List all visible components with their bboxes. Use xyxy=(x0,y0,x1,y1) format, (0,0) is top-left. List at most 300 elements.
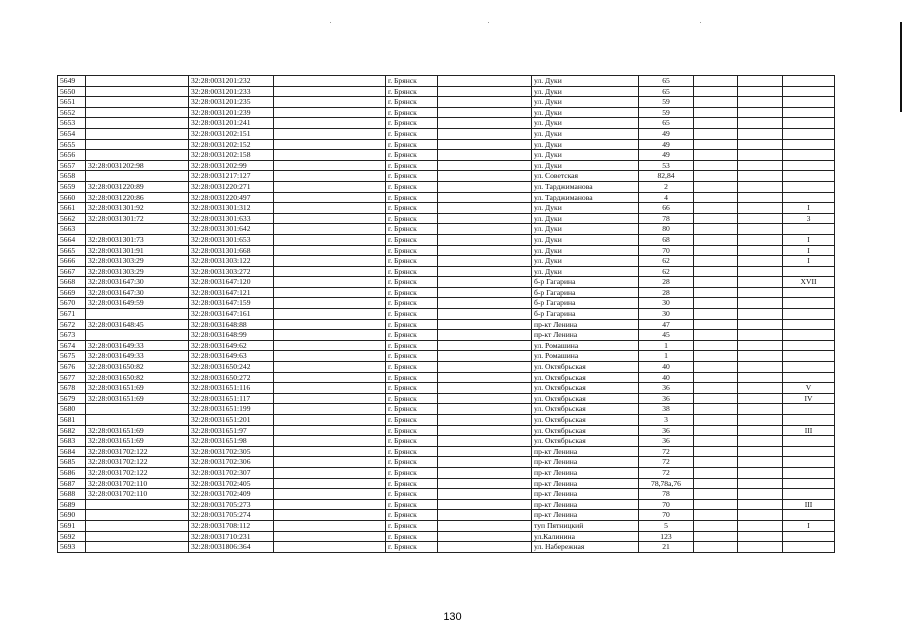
city-cell: г. Брянск xyxy=(386,234,438,245)
blank-column-cell xyxy=(694,499,738,510)
city-cell: г. Брянск xyxy=(386,118,438,129)
parcel-cadastral-number-cell: 32:28:0031702:122 xyxy=(86,457,189,468)
parcel-cadastral-number-cell: 32:28:0031650:82 xyxy=(86,362,189,373)
object-cadastral-number-cell: 32:28:0031301:653 xyxy=(189,234,274,245)
blank-column-cell xyxy=(274,457,386,468)
house-number-cell: 28 xyxy=(639,287,694,298)
blank-column-cell xyxy=(274,372,386,383)
object-cadastral-number-cell: 32:28:0031301:312 xyxy=(189,203,274,214)
blank-column-cell xyxy=(738,383,783,394)
parcel-cadastral-number-cell: 32:28:0031649:33 xyxy=(86,351,189,362)
blank-column-cell xyxy=(274,76,386,87)
table-row xyxy=(58,277,835,288)
blank-column-cell xyxy=(438,139,532,150)
object-cadastral-number-cell: 32:28:0031301:668 xyxy=(189,245,274,256)
house-number-cell: 70 xyxy=(639,510,694,521)
blank-column-cell xyxy=(274,86,386,97)
blank-column-cell xyxy=(694,362,738,373)
parcel-cadastral-number-cell: 32:28:0031301:91 xyxy=(86,245,189,256)
object-cadastral-number-cell: 32:28:0031705:274 xyxy=(189,510,274,521)
blank-column-cell xyxy=(274,309,386,320)
blank-column-cell xyxy=(274,415,386,426)
city-cell: г. Брянск xyxy=(386,489,438,500)
object-cadastral-number-cell: 32:28:0031651:116 xyxy=(189,383,274,394)
table-row xyxy=(58,319,835,330)
blank-column-cell xyxy=(694,309,738,320)
blank-column-cell xyxy=(694,107,738,118)
blank-column-cell xyxy=(694,266,738,277)
row-number-cell: 5661 xyxy=(58,203,86,214)
blank-column-cell xyxy=(694,478,738,489)
parcel-cadastral-number-cell: 32:28:0031648:45 xyxy=(86,319,189,330)
parcel-cadastral-number-cell xyxy=(86,542,189,553)
section-number-cell: I xyxy=(783,520,835,531)
blank-column-cell xyxy=(694,351,738,362)
section-number-cell: I xyxy=(783,234,835,245)
blank-column-cell xyxy=(694,277,738,288)
city-cell: г. Брянск xyxy=(386,277,438,288)
parcel-cadastral-number-cell: 32:28:0031651:69 xyxy=(86,383,189,394)
blank-column-cell xyxy=(738,128,783,139)
city-cell: г. Брянск xyxy=(386,520,438,531)
blank-column-cell xyxy=(694,404,738,415)
parcel-cadastral-number-cell xyxy=(86,139,189,150)
section-number-cell xyxy=(783,457,835,468)
section-number-cell xyxy=(783,192,835,203)
scan-edge-mark xyxy=(900,22,902,112)
section-number-cell xyxy=(783,139,835,150)
city-cell: г. Брянск xyxy=(386,309,438,320)
blank-column-cell xyxy=(438,436,532,447)
object-cadastral-number-cell: 32:28:0031202:99 xyxy=(189,160,274,171)
blank-column-cell xyxy=(738,86,783,97)
house-number-cell: 72 xyxy=(639,446,694,457)
house-number-cell: 36 xyxy=(639,425,694,436)
row-number-cell: 5688 xyxy=(58,489,86,500)
blank-column-cell xyxy=(738,192,783,203)
object-cadastral-number-cell: 32:28:0031651:201 xyxy=(189,415,274,426)
blank-column-cell xyxy=(694,436,738,447)
street-cell: ул. Октябрьская xyxy=(532,404,639,415)
parcel-cadastral-number-cell xyxy=(86,415,189,426)
object-cadastral-number-cell: 32:28:0031202:152 xyxy=(189,139,274,150)
table-row xyxy=(58,446,835,457)
street-cell: ул.Калинина xyxy=(532,531,639,542)
object-cadastral-number-cell: 32:28:0031650:272 xyxy=(189,372,274,383)
parcel-cadastral-number-cell xyxy=(86,404,189,415)
object-cadastral-number-cell: 32:28:0031651:199 xyxy=(189,404,274,415)
table-row xyxy=(58,128,835,139)
city-cell: г. Брянск xyxy=(386,362,438,373)
blank-column-cell xyxy=(438,76,532,87)
blank-column-cell xyxy=(738,245,783,256)
parcel-cadastral-number-cell: 32:28:0031702:122 xyxy=(86,467,189,478)
house-number-cell: 5 xyxy=(639,520,694,531)
house-number-cell: 30 xyxy=(639,298,694,309)
blank-column-cell xyxy=(438,542,532,553)
blank-column-cell xyxy=(694,171,738,182)
city-cell: г. Брянск xyxy=(386,266,438,277)
blank-column-cell xyxy=(438,97,532,108)
city-cell: г. Брянск xyxy=(386,425,438,436)
street-cell: ул. Дуки xyxy=(532,203,639,214)
row-number-cell: 5662 xyxy=(58,213,86,224)
house-number-cell: 30 xyxy=(639,309,694,320)
parcel-cadastral-number-cell: 32:28:0031220:89 xyxy=(86,181,189,192)
parcel-cadastral-number-cell xyxy=(86,128,189,139)
scan-speck xyxy=(700,22,701,23)
table-row xyxy=(58,510,835,521)
object-cadastral-number-cell: 32:28:0031303:122 xyxy=(189,256,274,267)
row-number-cell: 5682 xyxy=(58,425,86,436)
section-number-cell xyxy=(783,489,835,500)
blank-column-cell xyxy=(738,340,783,351)
parcel-cadastral-number-cell: 32:28:0031649:33 xyxy=(86,340,189,351)
section-number-cell: III xyxy=(783,425,835,436)
blank-column-cell xyxy=(274,97,386,108)
table-row xyxy=(58,436,835,447)
blank-column-cell xyxy=(438,150,532,161)
object-cadastral-number-cell: 32:28:0031806:364 xyxy=(189,542,274,553)
house-number-cell: 40 xyxy=(639,362,694,373)
street-cell: ул. Дуки xyxy=(532,139,639,150)
row-number-cell: 5660 xyxy=(58,192,86,203)
table-row xyxy=(58,372,835,383)
blank-column-cell xyxy=(738,171,783,182)
blank-column-cell xyxy=(438,118,532,129)
blank-column-cell xyxy=(438,520,532,531)
row-number-cell: 5649 xyxy=(58,76,86,87)
object-cadastral-number-cell: 32:28:0031705:273 xyxy=(189,499,274,510)
row-number-cell: 5651 xyxy=(58,97,86,108)
house-number-cell: 21 xyxy=(639,542,694,553)
blank-column-cell xyxy=(274,224,386,235)
table-row xyxy=(58,245,835,256)
city-cell: г. Брянск xyxy=(386,298,438,309)
parcel-cadastral-number-cell xyxy=(86,330,189,341)
section-number-cell xyxy=(783,128,835,139)
section-number-cell xyxy=(783,86,835,97)
row-number-cell: 5681 xyxy=(58,415,86,426)
house-number-cell: 53 xyxy=(639,160,694,171)
street-cell: ул. Октябрьская xyxy=(532,383,639,394)
table-row xyxy=(58,107,835,118)
house-number-cell: 59 xyxy=(639,107,694,118)
row-number-cell: 5674 xyxy=(58,340,86,351)
blank-column-cell xyxy=(694,76,738,87)
house-number-cell: 36 xyxy=(639,436,694,447)
object-cadastral-number-cell: 32:28:0031651:98 xyxy=(189,436,274,447)
table-row xyxy=(58,76,835,87)
city-cell: г. Брянск xyxy=(386,128,438,139)
object-cadastral-number-cell: 32:28:0031650:242 xyxy=(189,362,274,373)
blank-column-cell xyxy=(738,372,783,383)
blank-column-cell xyxy=(738,287,783,298)
parcel-cadastral-number-cell xyxy=(86,510,189,521)
blank-column-cell xyxy=(694,340,738,351)
blank-column-cell xyxy=(694,139,738,150)
table-row xyxy=(58,467,835,478)
house-number-cell: 36 xyxy=(639,393,694,404)
blank-column-cell xyxy=(694,467,738,478)
blank-column-cell xyxy=(738,436,783,447)
street-cell: ул. Дуки xyxy=(532,213,639,224)
blank-column-cell xyxy=(694,160,738,171)
section-number-cell xyxy=(783,542,835,553)
house-number-cell: 49 xyxy=(639,139,694,150)
blank-column-cell xyxy=(738,97,783,108)
row-number-cell: 5663 xyxy=(58,224,86,235)
table-row xyxy=(58,309,835,320)
row-number-cell: 5672 xyxy=(58,319,86,330)
object-cadastral-number-cell: 32:28:0031649:62 xyxy=(189,340,274,351)
parcel-cadastral-number-cell: 32:28:0031651:69 xyxy=(86,436,189,447)
object-cadastral-number-cell: 32:28:0031702:307 xyxy=(189,467,274,478)
street-cell: ул. Октябрьская xyxy=(532,393,639,404)
object-cadastral-number-cell: 32:28:0031649:63 xyxy=(189,351,274,362)
section-number-cell: I xyxy=(783,256,835,267)
parcel-cadastral-number-cell: 32:28:0031651:69 xyxy=(86,425,189,436)
table-row xyxy=(58,404,835,415)
table-row xyxy=(58,192,835,203)
blank-column-cell xyxy=(438,86,532,97)
street-cell: ул. Советская xyxy=(532,171,639,182)
blank-column-cell xyxy=(694,181,738,192)
street-cell: б-р Гагарина xyxy=(532,298,639,309)
house-number-cell: 80 xyxy=(639,224,694,235)
section-number-cell: I xyxy=(783,245,835,256)
object-cadastral-number-cell: 32:28:0031202:151 xyxy=(189,128,274,139)
parcel-cadastral-number-cell xyxy=(86,107,189,118)
blank-column-cell xyxy=(738,362,783,373)
house-number-cell: 66 xyxy=(639,203,694,214)
street-cell: б-р Гагарина xyxy=(532,309,639,320)
blank-column-cell xyxy=(274,139,386,150)
blank-column-cell xyxy=(274,467,386,478)
street-cell: ул. Дуки xyxy=(532,107,639,118)
blank-column-cell xyxy=(274,118,386,129)
street-cell: ул. Дуки xyxy=(532,128,639,139)
row-number-cell: 5685 xyxy=(58,457,86,468)
house-number-cell: 47 xyxy=(639,319,694,330)
section-number-cell: XVII xyxy=(783,277,835,288)
object-cadastral-number-cell: 32:28:0031702:409 xyxy=(189,489,274,500)
blank-column-cell xyxy=(438,319,532,330)
row-number-cell: 5665 xyxy=(58,245,86,256)
city-cell: г. Брянск xyxy=(386,319,438,330)
blank-column-cell xyxy=(438,510,532,521)
parcel-cadastral-number-cell xyxy=(86,97,189,108)
object-cadastral-number-cell: 32:28:0031201:239 xyxy=(189,107,274,118)
object-cadastral-number-cell: 32:28:0031220:497 xyxy=(189,192,274,203)
blank-column-cell xyxy=(274,150,386,161)
blank-column-cell xyxy=(438,298,532,309)
row-number-cell: 5653 xyxy=(58,118,86,129)
blank-column-cell xyxy=(274,489,386,500)
table-row xyxy=(58,139,835,150)
street-cell: ул. Дуки xyxy=(532,150,639,161)
house-number-cell: 40 xyxy=(639,372,694,383)
blank-column-cell xyxy=(694,298,738,309)
table-row xyxy=(58,542,835,553)
house-number-cell: 45 xyxy=(639,330,694,341)
section-number-cell: 3 xyxy=(783,213,835,224)
blank-column-cell xyxy=(738,319,783,330)
blank-column-cell xyxy=(738,224,783,235)
object-cadastral-number-cell: 32:28:0031301:642 xyxy=(189,224,274,235)
street-cell: ул. Октябрьская xyxy=(532,415,639,426)
section-number-cell xyxy=(783,319,835,330)
city-cell: г. Брянск xyxy=(386,393,438,404)
blank-column-cell xyxy=(738,298,783,309)
blank-column-cell xyxy=(694,330,738,341)
object-cadastral-number-cell: 32:28:0031217:127 xyxy=(189,171,274,182)
city-cell: г. Брянск xyxy=(386,139,438,150)
section-number-cell xyxy=(783,309,835,320)
row-number-cell: 5671 xyxy=(58,309,86,320)
parcel-cadastral-number-cell xyxy=(86,499,189,510)
house-number-cell: 65 xyxy=(639,118,694,129)
object-cadastral-number-cell: 32:28:0031702:305 xyxy=(189,446,274,457)
street-cell: пр-кт Ленина xyxy=(532,489,639,500)
blank-column-cell xyxy=(738,139,783,150)
parcel-cadastral-number-cell: 32:28:0031651:69 xyxy=(86,393,189,404)
table-row xyxy=(58,362,835,373)
city-cell: г. Брянск xyxy=(386,224,438,235)
section-number-cell xyxy=(783,171,835,182)
city-cell: г. Брянск xyxy=(386,160,438,171)
city-cell: г. Брянск xyxy=(386,542,438,553)
blank-column-cell xyxy=(438,362,532,373)
street-cell: ул. Октябрьская xyxy=(532,436,639,447)
table-row xyxy=(58,86,835,97)
parcel-cadastral-number-cell: 32:28:0031202:98 xyxy=(86,160,189,171)
table-row xyxy=(58,415,835,426)
blank-column-cell xyxy=(738,266,783,277)
blank-column-cell xyxy=(694,489,738,500)
blank-column-cell xyxy=(694,224,738,235)
street-cell: ул. Дуки xyxy=(532,266,639,277)
parcel-cadastral-number-cell: 32:28:0031301:73 xyxy=(86,234,189,245)
blank-column-cell xyxy=(438,457,532,468)
blank-column-cell xyxy=(738,393,783,404)
street-cell: б-р Гагарина xyxy=(532,287,639,298)
blank-column-cell xyxy=(438,128,532,139)
row-number-cell: 5666 xyxy=(58,256,86,267)
table-row xyxy=(58,213,835,224)
table-row xyxy=(58,97,835,108)
street-cell: ул. Дуки xyxy=(532,234,639,245)
city-cell: г. Брянск xyxy=(386,372,438,383)
object-cadastral-number-cell: 32:28:0031702:405 xyxy=(189,478,274,489)
blank-column-cell xyxy=(694,150,738,161)
section-number-cell xyxy=(783,362,835,373)
blank-column-cell xyxy=(274,107,386,118)
parcel-cadastral-number-cell xyxy=(86,150,189,161)
city-cell: г. Брянск xyxy=(386,446,438,457)
blank-column-cell xyxy=(694,457,738,468)
row-number-cell: 5652 xyxy=(58,107,86,118)
street-cell: ул. Октябрьская xyxy=(532,425,639,436)
parcel-cadastral-number-cell: 32:28:0031303:29 xyxy=(86,266,189,277)
section-number-cell xyxy=(783,446,835,457)
table-row xyxy=(58,457,835,468)
city-cell: г. Брянск xyxy=(386,330,438,341)
blank-column-cell xyxy=(738,213,783,224)
section-number-cell xyxy=(783,76,835,87)
blank-column-cell xyxy=(274,510,386,521)
row-number-cell: 5654 xyxy=(58,128,86,139)
street-cell: ул. Дуки xyxy=(532,224,639,235)
blank-column-cell xyxy=(694,510,738,521)
section-number-cell xyxy=(783,415,835,426)
blank-column-cell xyxy=(438,203,532,214)
row-number-cell: 5691 xyxy=(58,520,86,531)
row-number-cell: 5669 xyxy=(58,287,86,298)
house-number-cell: 38 xyxy=(639,404,694,415)
parcel-cadastral-number-cell xyxy=(86,531,189,542)
blank-column-cell xyxy=(438,309,532,320)
city-cell: г. Брянск xyxy=(386,531,438,542)
object-cadastral-number-cell: 32:28:0031651:117 xyxy=(189,393,274,404)
blank-column-cell xyxy=(274,436,386,447)
property-register-table xyxy=(57,75,835,553)
object-cadastral-number-cell: 32:28:0031648:99 xyxy=(189,330,274,341)
blank-column-cell xyxy=(274,245,386,256)
row-number-cell: 5664 xyxy=(58,234,86,245)
blank-column-cell xyxy=(694,287,738,298)
section-number-cell xyxy=(783,372,835,383)
section-number-cell xyxy=(783,351,835,362)
blank-column-cell xyxy=(738,467,783,478)
house-number-cell: 49 xyxy=(639,150,694,161)
blank-column-cell xyxy=(738,330,783,341)
blank-column-cell xyxy=(694,213,738,224)
blank-column-cell xyxy=(274,160,386,171)
blank-column-cell xyxy=(738,404,783,415)
city-cell: г. Брянск xyxy=(386,213,438,224)
table-row xyxy=(58,340,835,351)
table-row xyxy=(58,171,835,182)
blank-column-cell xyxy=(694,128,738,139)
section-number-cell xyxy=(783,340,835,351)
city-cell: г. Брянск xyxy=(386,150,438,161)
street-cell: туп Пятницкий xyxy=(532,520,639,531)
table-row xyxy=(58,351,835,362)
table-row xyxy=(58,383,835,394)
street-cell: ул. Ромашина xyxy=(532,340,639,351)
section-number-cell: III xyxy=(783,499,835,510)
city-cell: г. Брянск xyxy=(386,171,438,182)
row-number-cell: 5684 xyxy=(58,446,86,457)
blank-column-cell xyxy=(738,499,783,510)
row-number-cell: 5676 xyxy=(58,362,86,373)
row-number-cell: 5675 xyxy=(58,351,86,362)
blank-column-cell xyxy=(438,277,532,288)
object-cadastral-number-cell: 32:28:0031702:306 xyxy=(189,457,274,468)
blank-column-cell xyxy=(438,107,532,118)
section-number-cell xyxy=(783,330,835,341)
house-number-cell: 70 xyxy=(639,499,694,510)
house-number-cell: 1 xyxy=(639,340,694,351)
blank-column-cell xyxy=(438,171,532,182)
house-number-cell: 72 xyxy=(639,467,694,478)
parcel-cadastral-number-cell: 32:28:0031647:30 xyxy=(86,287,189,298)
blank-column-cell xyxy=(438,404,532,415)
city-cell: г. Брянск xyxy=(386,404,438,415)
street-cell: ул. Ромашина xyxy=(532,351,639,362)
object-cadastral-number-cell: 32:28:0031202:158 xyxy=(189,150,274,161)
